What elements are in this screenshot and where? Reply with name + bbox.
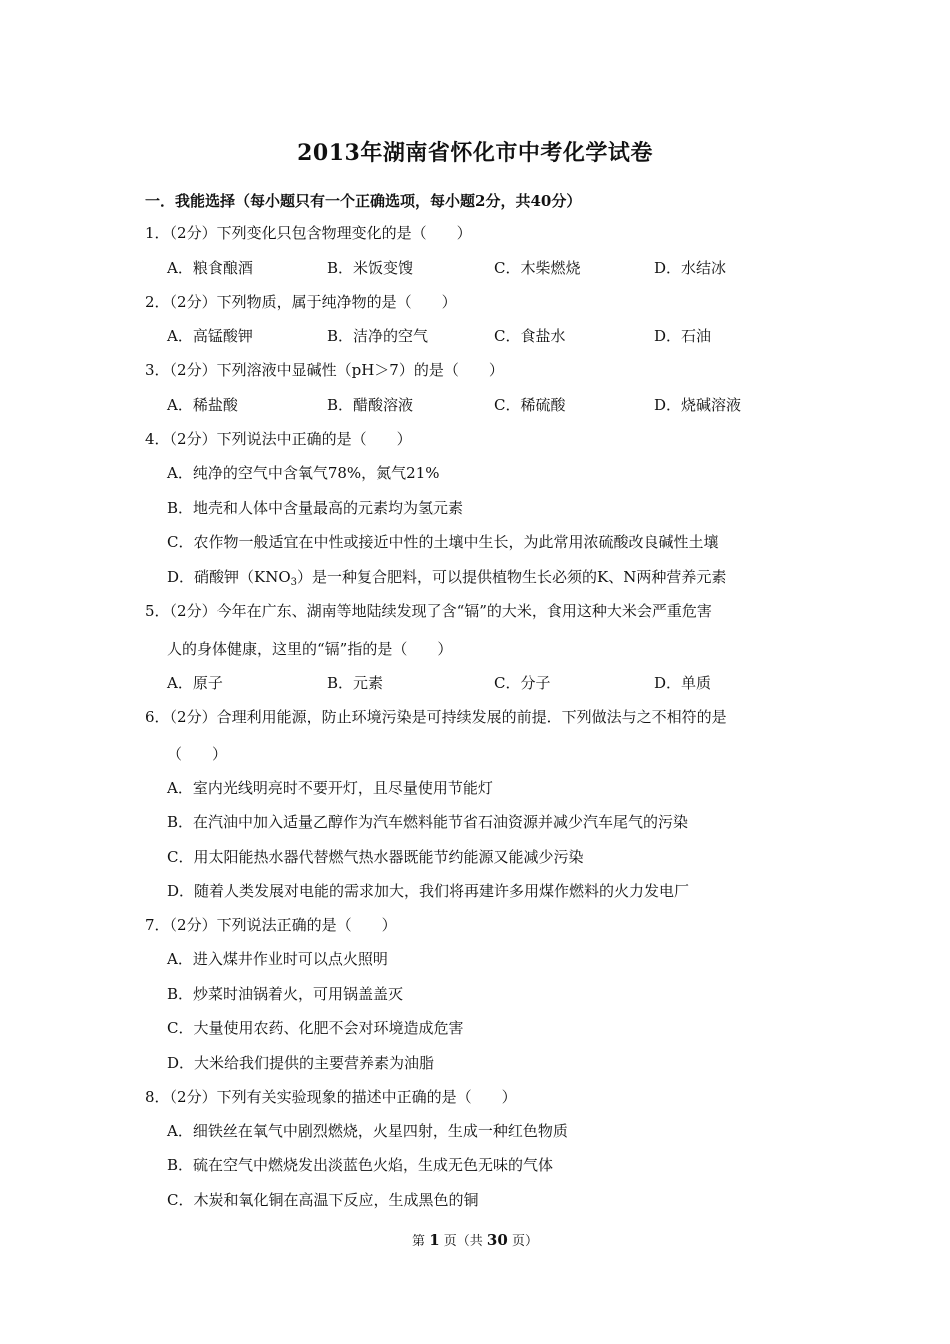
question-1-stem: 1．（2分）下列变化只包含物理变化的是（ ）: [145, 224, 472, 242]
option-a: A．原子: [167, 674, 223, 692]
question-3-stem: 3．（2分）下列溶液中显碱性（pH＞7）的是（ ）: [145, 361, 504, 379]
option-b: B．地壳和人体中含量最高的元素均为氢元素: [167, 499, 464, 517]
option-a: A．进入煤井作业时可以点火照明: [167, 950, 388, 968]
option-c: C．木柴燃烧: [494, 259, 581, 277]
option-d: D．石油: [654, 327, 712, 345]
question-4-stem: 4．（2分）下列说法中正确的是（ ）: [145, 430, 412, 448]
option-b: B．硫在空气中燃烧发出淡蓝色火焰，生成无色无味的气体: [167, 1156, 554, 1174]
option-a: A．稀盐酸: [167, 396, 238, 414]
option-d: D．单质: [654, 674, 712, 692]
question-7-stem: 7．（2分）下列说法正确的是（ ）: [145, 916, 397, 934]
footer-pre: 第: [412, 1234, 426, 1249]
page-footer: [0, 1230, 950, 1249]
section-heading: 一．我能选择（每小题只有一个正确选项，每小题2分，共40分）: [145, 192, 582, 210]
option-d-text-pre: D．硝酸钾（KNO: [167, 568, 291, 586]
option-d: [167, 567, 726, 593]
option-b: B．米饭变馊: [327, 259, 414, 277]
option-d: D．水结冰: [654, 259, 727, 277]
option-b: B．元素: [327, 674, 384, 692]
question-8-stem: 8．（2分）下列有关实验现象的描述中正确的是（ ）: [145, 1088, 517, 1106]
footer-post: 页）: [511, 1234, 538, 1249]
option-a: A．纯净的空气中含氧气78%，氮气21%: [167, 464, 440, 482]
option-d: D．烧碱溶液: [654, 396, 742, 414]
page-number: 1: [429, 1231, 440, 1249]
question-5-stem-continued: 人的身体健康，这里的“镉”指的是（ ）: [167, 640, 453, 658]
option-d: D．随着人类发展对电能的需求加大，我们将再建许多用煤作燃料的火力发电厂: [167, 882, 690, 900]
option-c: C．分子: [494, 674, 551, 692]
option-b: B．醋酸溶液: [327, 396, 414, 414]
question-6-stem: 6．（2分）合理利用能源，防止环境污染是可持续发展的前提．下列做法与之不相符的是: [145, 708, 727, 726]
page-title: 2013年湖南省怀化市中考化学试卷: [297, 140, 653, 166]
option-d: D．大米给我们提供的主要营养素为油脂: [167, 1054, 435, 1072]
question-2-stem: 2．（2分）下列物质，属于纯净物的是（ ）: [145, 293, 457, 311]
option-a: A．细铁丝在氧气中剧烈燃烧，火星四射，生成一种红色物质: [167, 1122, 568, 1140]
page-total: 30: [486, 1231, 508, 1249]
option-c: C．稀硫酸: [494, 396, 566, 414]
option-c: C．木炭和氧化铜在高温下反应，生成黑色的铜: [167, 1191, 479, 1209]
option-b: B．洁净的空气: [327, 327, 429, 345]
option-a: A．高锰酸钾: [167, 327, 253, 345]
question-5-stem: 5．（2分）今年在广东、湖南等地陆续发现了含“镉”的大米，食用这种大米会严重危害: [145, 602, 712, 620]
option-a: A．粮食酿酒: [167, 259, 253, 277]
option-c: C．大量使用农药、化肥不会对环境造成危害: [167, 1019, 464, 1037]
option-b: B．炒菜时油锅着火，可用锅盖盖灭: [167, 985, 404, 1003]
option-c: C．农作物一般适宜在中性或接近中性的土壤中生长，为此常用浓硫酸改良碱性土壤: [167, 533, 719, 551]
question-6-stem-continued: （ ）: [167, 745, 228, 763]
option-c: C．食盐水: [494, 327, 566, 345]
footer-mid: 页（共: [443, 1234, 483, 1249]
option-b: B．在汽油中加入适量乙醇作为汽车燃料能节省石油资源并减少汽车尾气的污染: [167, 813, 689, 831]
subscript: 3: [290, 577, 298, 588]
option-a: A．室内光线明亮时不要开灯，且尽量使用节能灯: [167, 779, 493, 797]
option-d-text-post: ）是一种复合肥料，可以提供植物生长必须的K、N两种营养元素: [297, 568, 727, 586]
option-c: C．用太阳能热水器代替燃气热水器既能节约能源又能减少污染: [167, 848, 584, 866]
